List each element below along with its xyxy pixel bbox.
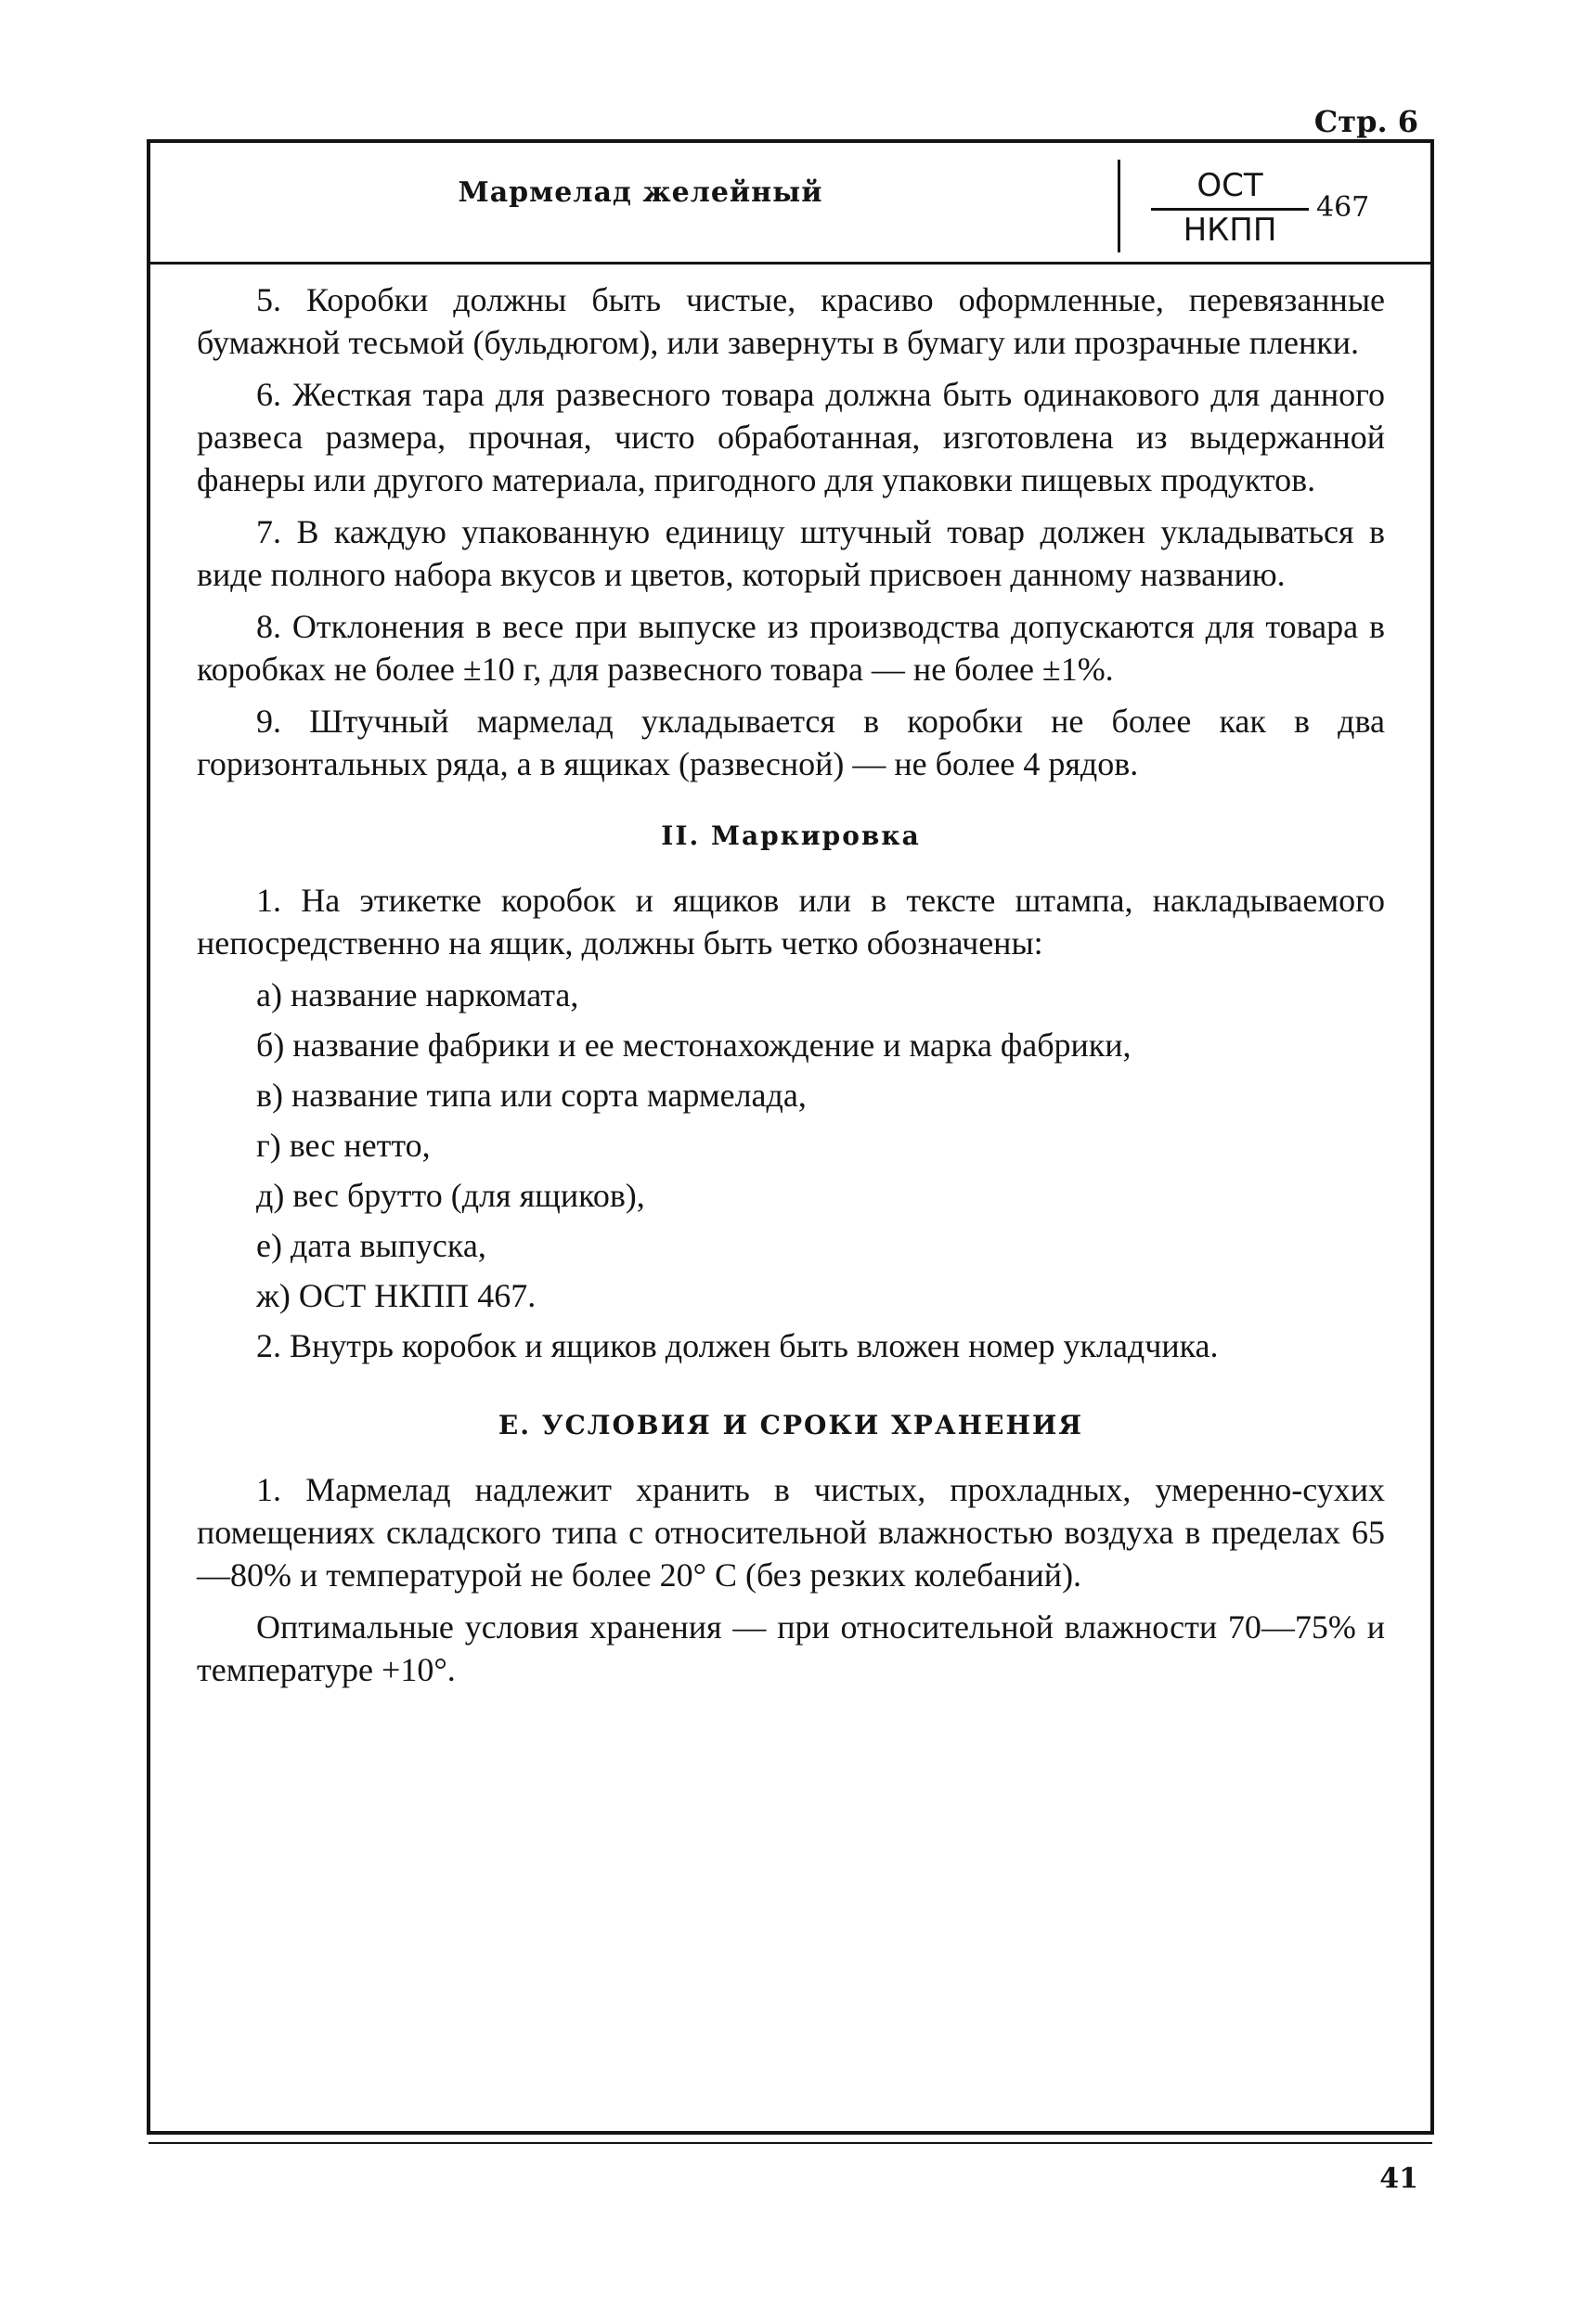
- standard-code-top: ОСТ: [1196, 167, 1263, 204]
- page-label: Стр. 6: [1313, 104, 1418, 139]
- header-bottom-rule: [149, 262, 1432, 265]
- storage-paragraph-1: 1. Мармелад надлежит хранить в чистых, прохладных, умеренно-сухих помещениях складского типа с относительной влажностью воздуха в пределах 65—80% и температурой не более 20° С (без резких колебаний).: [197, 1471, 1385, 1594]
- frame-bottom-rule: [149, 2131, 1432, 2135]
- standard-code-fraction-line: [1151, 208, 1309, 211]
- marking-item: б) название фабрики и ее местонахождение и марка фабрики,: [256, 1026, 1132, 1064]
- standard-number: 467: [1316, 191, 1370, 224]
- header-divider: [1118, 160, 1120, 252]
- paragraph-7: 7. В каждую упакованную единицу штучный товар должен укладываться в виде полного набора вкусов и цветов, который присвоен данному названию.: [197, 513, 1385, 593]
- paragraph-8: 8. Отклонения в весе при выпуске из производства допускаются для товара в коробках не более ±10 г, для развесного товара — не более ±1%.: [197, 608, 1385, 688]
- paragraph-9: 9. Штучный мармелад укладывается в коробки не более как в два горизонтальных ряда, а в ящиках (развесной) — не более 4 рядов.: [197, 703, 1385, 782]
- frame-right-rule: [1430, 139, 1434, 2135]
- frame-left-rule: [147, 139, 150, 2135]
- marking-item: в) название типа или сорта мармелада,: [256, 1077, 807, 1114]
- standard-code-bottom: НКПП: [1183, 212, 1277, 249]
- main-content: [197, 278, 1385, 1700]
- marking-item: е) дата выпуска,: [256, 1227, 486, 1264]
- storage-paragraph-2: Оптимальные условия хранения — при относительной влажности 70—75% и температуре +10°.: [197, 1608, 1385, 1688]
- paragraph-5: 5. Коробки должны быть чистые, красиво оформленные, перевязанные бумажной тесьмой (бульдюгом), или завернуты в бумагу или прозрачные пленки.: [197, 281, 1385, 361]
- document-title: Мармелад желейный: [458, 176, 823, 209]
- marking-item: а) название наркомата,: [256, 976, 579, 1014]
- section-title-marking: II. Маркировка: [661, 820, 921, 851]
- frame-top-rule: [149, 139, 1432, 143]
- marking-item: ж) ОСТ НКПП 467.: [256, 1277, 537, 1314]
- paragraph-6: 6. Жесткая тара для развесного товара должна быть одинакового для данного развеса размера, прочная, чисто обработанная, изготовлена из выдержанной фанеры или другого материала, пригодного для упаковки пищевых продуктов.: [197, 376, 1385, 498]
- marking-intro: 1. На этикетке коробок и ящиков или в тексте штампа, накладываемого непосредственно на ящик, должны быть четко обозначены:: [197, 882, 1385, 962]
- page-number: 41: [1379, 2163, 1418, 2195]
- frame-bottom-rule-thin: [149, 2142, 1432, 2144]
- marking-item: д) вес брутто (для ящиков),: [256, 1177, 645, 1214]
- section-title-storage: Е. УСЛОВИЯ И СРОКИ ХРАНЕНИЯ: [498, 1410, 1084, 1440]
- marking-outro: 2. Внутрь коробок и ящиков должен быть вложен номер укладчика.: [256, 1327, 1219, 1364]
- marking-item: г) вес нетто,: [256, 1127, 431, 1164]
